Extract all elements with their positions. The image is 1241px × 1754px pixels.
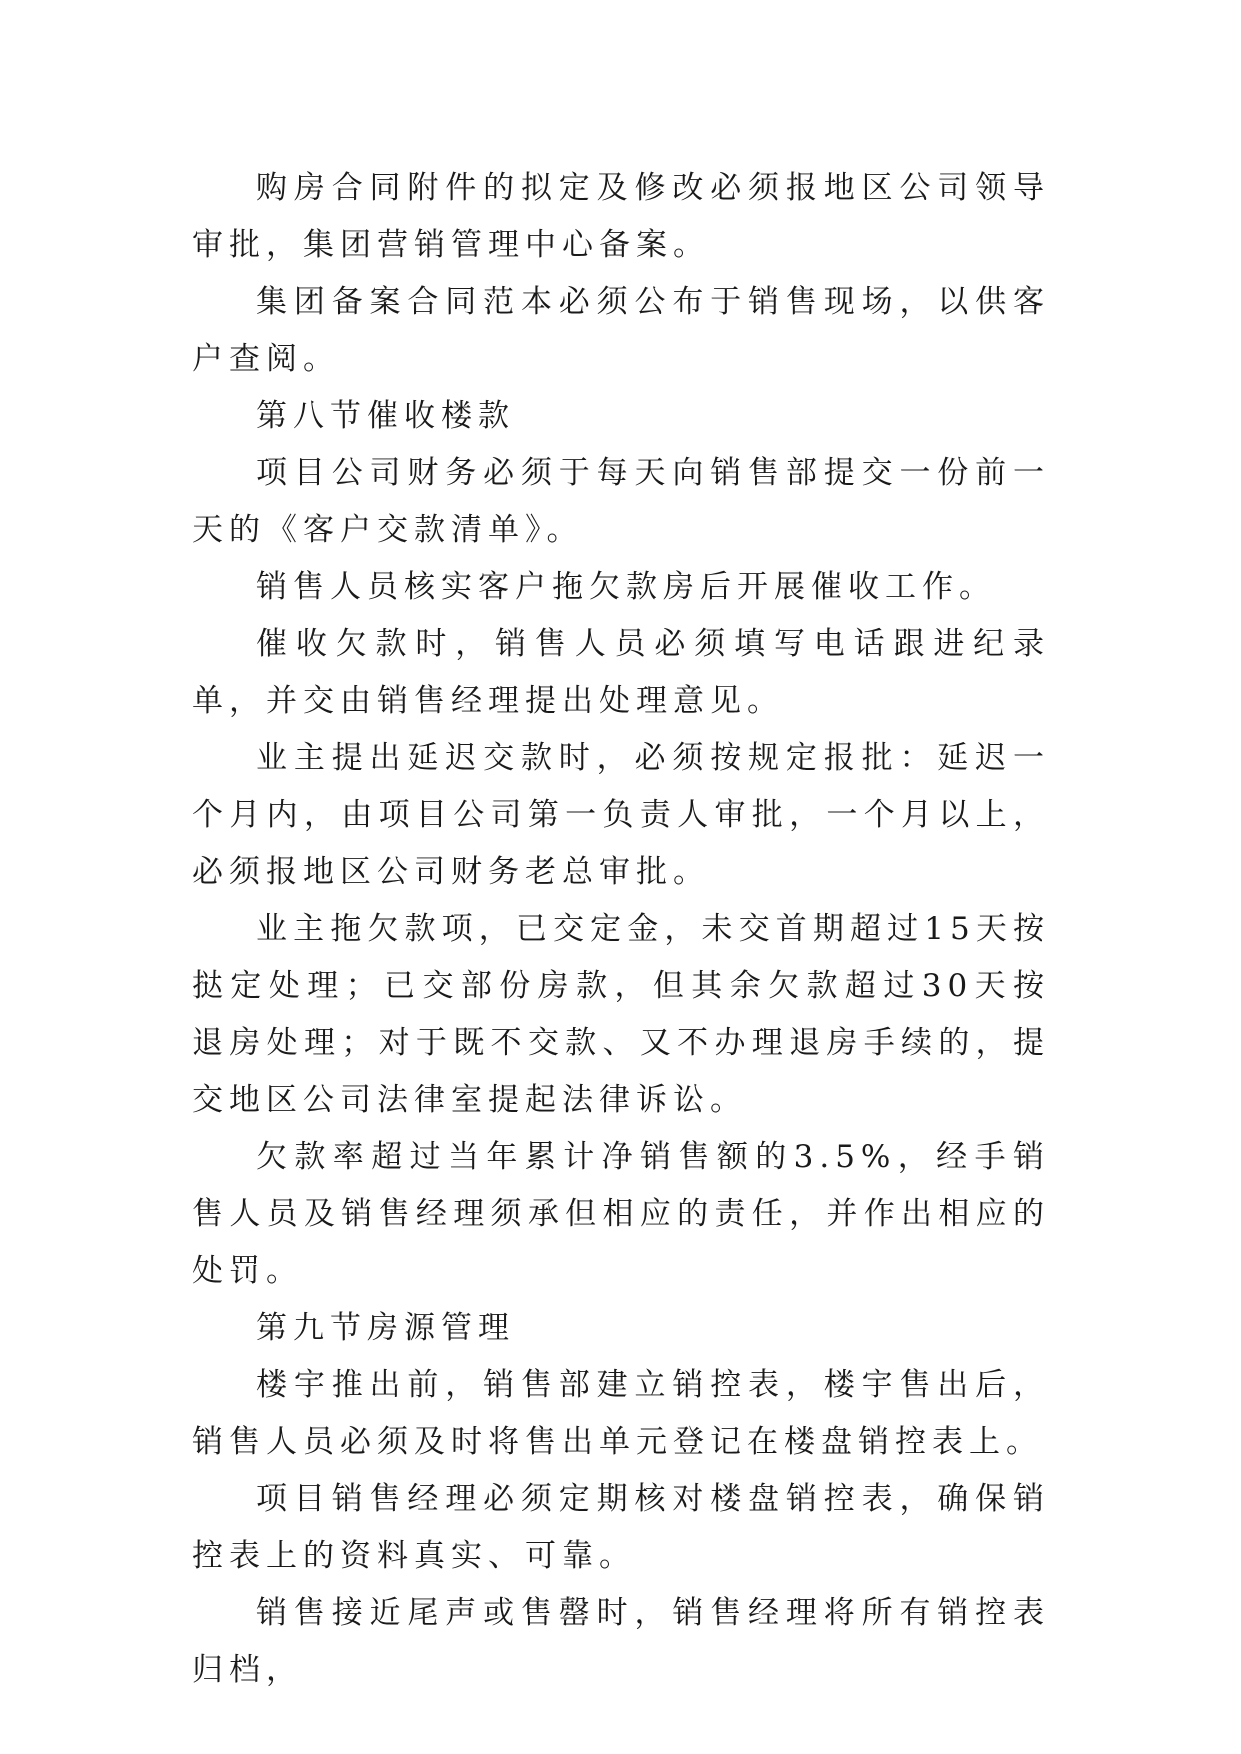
paragraph-arrears-rate: 欠款率超过当年累计净销售额的3.5%，经手销售人员及销售经理须承但相应的责任，并作出相应的处罚。 [192, 1139, 1050, 1289]
paragraph-arrears-handling: 业主拖欠款项，已交定金，未交首期超过15天按挞定处理；已交部份房款，但其余欠款超过30天按退房处理；对于既不交款、又不办理退房手续的，提交地区公司法律室提起法律诉讼。 [192, 911, 1050, 1118]
paragraph-archive-table: 销售接近尾声或售罄时，销售经理将所有销控表归档， [192, 1595, 1050, 1688]
paragraph-sales-control-table: 楼宇推出前，销售部建立销控表，楼宇售出后，销售人员必须及时将售出单元登记在楼盘销控表上。 [192, 1367, 1050, 1460]
paragraph-check-table: 项目销售经理必须定期核对楼盘销控表，确保销控表上的资料真实、可靠。 [192, 1481, 1050, 1574]
section-heading-9: 第九节房源管理 [256, 1310, 515, 1346]
document-body [192, 160, 1050, 1699]
paragraph-verify-arrears: 销售人员核实客户拖欠款房后开展催收工作。 [256, 569, 996, 605]
paragraph-collection-call: 催收欠款时，销售人员必须填写电话跟进纪录单，并交由销售经理提出处理意见。 [192, 626, 1050, 719]
paragraph-contract-template: 集团备案合同范本必须公布于销售现场，以供客户查阅。 [192, 284, 1050, 377]
section-heading-8: 第八节催收楼款 [256, 398, 515, 434]
paragraph-payment-list: 项目公司财务必须于每天向销售部提交一份前一天的《客户交款清单》。 [192, 455, 1050, 548]
paragraph-delay-approval: 业主提出延迟交款时，必须按规定报批：延迟一个月内，由项目公司第一负责人审批，一个月以上，必须报地区公司财务老总审批。 [192, 740, 1050, 890]
paragraph-contract-annex: 购房合同附件的拟定及修改必须报地区公司领导审批，集团营销管理中心备案。 [192, 170, 1050, 263]
